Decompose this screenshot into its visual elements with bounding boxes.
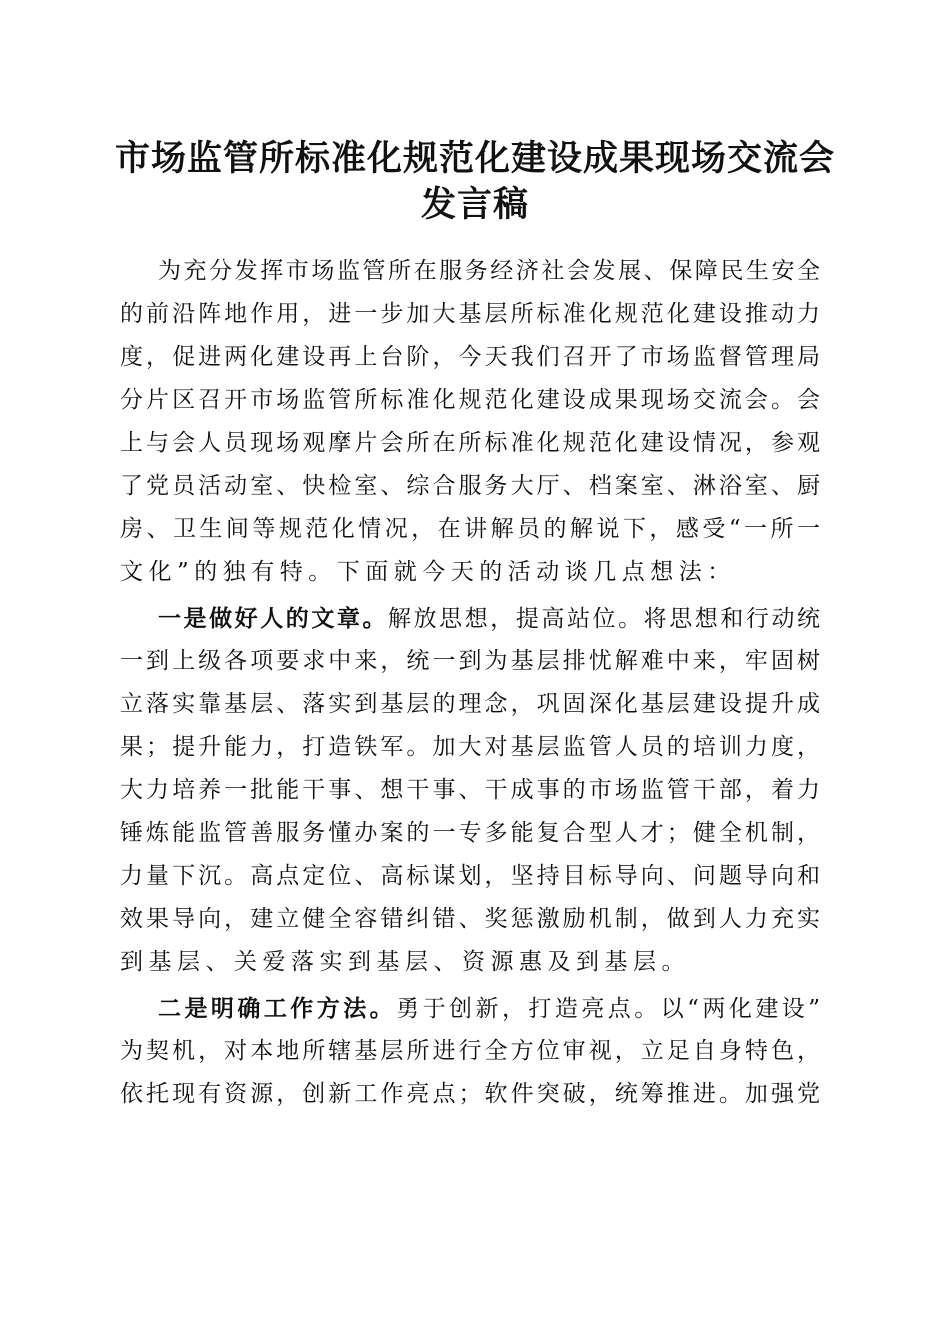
text-line (120, 1073, 820, 1116)
text-line (120, 726, 820, 769)
document-body (120, 250, 820, 1119)
paragraph (120, 987, 820, 1116)
line-text: 度，促进两化建设再上台阶，今天我们召开了市场监督管理局 (120, 344, 820, 370)
line-text: 的前沿阵地作用，进一步加大基层所标准化规范化建设推动力 (120, 301, 820, 327)
line-text: 效果导向，建立健全容错纠错、奖惩激励机制，做到人力充实 (120, 906, 820, 932)
text-line (120, 640, 820, 683)
text-line (120, 508, 820, 551)
line-text: 了党员活动室、快检室、综合服务大厅、档案室、淋浴室、厨 (120, 473, 820, 499)
paragraph (120, 597, 820, 984)
text-line (120, 812, 820, 855)
document-title (100, 136, 850, 228)
title-line-1: 市场监管所标准化规范化建设成果现场交流会 (114, 138, 835, 179)
paragraph-lead: 二是明确工作方法。 (158, 995, 397, 1022)
line-text: 上与会人员现场观摩片会所在所标准化规范化建设情况，参观 (120, 430, 820, 456)
line-text: 力量下沉。高点定位、高标谋划，坚持目标导向、问题导向和 (120, 863, 820, 889)
line-text: 依托现有资源，创新工作亮点；软件突破，统筹推进。加强党 (120, 1081, 820, 1107)
text-line (120, 293, 820, 336)
text-line (120, 855, 820, 898)
line-text: 为充分发挥市场监管所在服务经济社会发展、保障民生安全 (158, 258, 820, 284)
text-line (120, 898, 820, 941)
text-line (120, 1030, 820, 1073)
line-text: 房、卫生间等规范化情况，在讲解员的解说下，感受“一所一 (120, 516, 820, 542)
text-line (120, 250, 820, 293)
paragraph-lead: 一是做好人的文章。 (158, 605, 389, 632)
line-text: 解放思想，提高站位。将思想和行动统 (388, 606, 821, 632)
text-line (120, 987, 820, 1030)
text-line (120, 379, 820, 422)
text-line (120, 465, 820, 508)
line-text: 为契机，对本地所辖基层所进行全方位审视，立足自身特色， (120, 1038, 820, 1064)
line-text: 到基层、关爱落实到基层、资源惠及到基层。 (120, 949, 690, 975)
line-text: 锤炼能监管善服务懂办案的一专多能复合型人才；健全机制， (120, 820, 820, 846)
line-text: 文化”的独有特。下面就今天的活动谈几点想法： (120, 559, 736, 585)
line-text: 分片区召开市场监管所标准化规范化建设成果现场交流会。会 (120, 387, 820, 413)
title-line-2: 发言稿 (420, 184, 529, 225)
text-line (120, 769, 820, 812)
text-line (120, 336, 820, 379)
line-text: 大力培养一批能干事、想干事、干成事的市场监管干部，着力 (120, 777, 820, 803)
text-line (120, 551, 820, 594)
text-line (120, 941, 820, 984)
text-line (120, 597, 820, 640)
line-text: 一到上级各项要求中来，统一到为基层排忧解难中来，牢固树 (120, 648, 820, 674)
line-text: 勇于创新，打造亮点。以“两化建设” (396, 996, 820, 1022)
paragraph (120, 250, 820, 594)
text-line (120, 683, 820, 726)
line-text: 果；提升能力，打造铁军。加大对基层监管人员的培训力度， (120, 734, 820, 760)
line-text: 立落实靠基层、落实到基层的理念，巩固深化基层建设提升成 (120, 691, 820, 717)
text-line (120, 422, 820, 465)
